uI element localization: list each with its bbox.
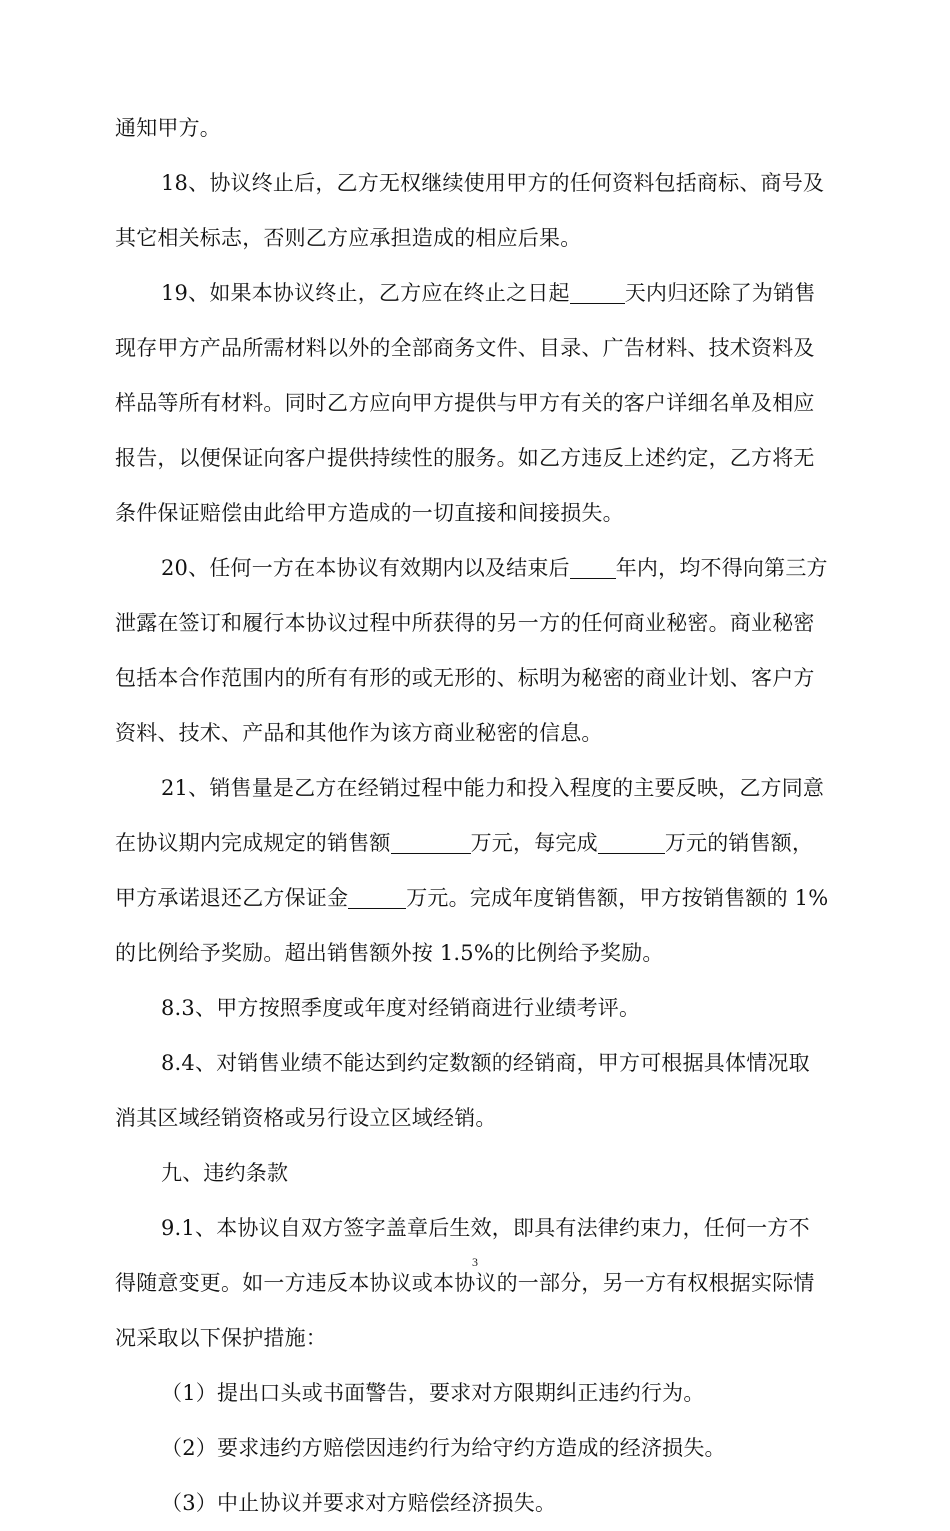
clause-20-line xyxy=(115,541,850,596)
clause-18-line: 18、协议终止后，乙方无权继续使用甲方的任何资料包括商标、商号及 xyxy=(161,171,825,195)
text-line: 得随意变更。如一方违反本协议或本协议的一部分，另一方有权根据实际情 xyxy=(115,1271,815,1295)
text-line xyxy=(115,816,850,871)
clause-19-line xyxy=(115,266,850,321)
body-text xyxy=(115,101,850,1531)
list-item: （2）要求违约方赔偿因违约行为给守约方造成的经济损失。 xyxy=(161,1436,726,1460)
list-item: （1）提出口头或书面警告，要求对方限期纠正违约行为。 xyxy=(161,1381,705,1405)
text-segment: 天内归还除了为销售 xyxy=(624,281,816,305)
fill-in-blank[interactable] xyxy=(598,829,665,854)
text-line: 消其区域经销资格或另行设立区域经销。 xyxy=(115,1106,497,1130)
clause-21-line: 21、销售量是乙方在经销过程中能力和投入程度的主要反映，乙方同意 xyxy=(161,776,825,800)
text-line: 条件保证赔偿由此给甲方造成的一切直接和间接损失。 xyxy=(115,501,624,525)
text-line: 包括本合作范围内的所有有形的或无形的、标明为秘密的商业计划、客户方 xyxy=(115,666,815,690)
text-segment: 在协议期内完成规定的销售额 xyxy=(115,831,391,855)
list-item: （3）中止协议并要求对方赔偿经济损失。 xyxy=(161,1491,557,1515)
text-segment: 甲方承诺退还乙方保证金 xyxy=(115,886,349,910)
text-line: 通知甲方。 xyxy=(115,116,221,140)
text-segment: 万元，每完成 xyxy=(470,831,598,855)
text-line: 样品等所有材料。同时乙方应向甲方提供与甲方有关的客户详细名单及相应 xyxy=(115,391,815,415)
text-line: 现存甲方产品所需材料以外的全部商务文件、目录、广告材料、技术资料及 xyxy=(115,336,815,360)
text-line: 资料、技术、产品和其他作为该方商业秘密的信息。 xyxy=(115,721,603,745)
text-segment: 万元的销售额， xyxy=(664,831,814,855)
text-segment: 19、如果本协议终止，乙方应在终止之日起 xyxy=(161,281,570,305)
text-segment: 20、任何一方在本协议有效期内以及结束后 xyxy=(161,556,570,580)
text-line: 报告，以便保证向客户提供持续性的服务。如乙方违反上述约定，乙方将无 xyxy=(115,446,815,470)
text-line xyxy=(115,871,850,926)
clause-8-4-line: 8.4、对销售业绩不能达到约定数额的经销商，甲方可根据具体情况取 xyxy=(161,1051,810,1075)
text-segment: 万元。完成年度销售额，甲方按销售额的 1% xyxy=(406,886,829,910)
clause-9-1-line: 9.1、本协议自双方签字盖章后生效，即具有法律约束力，任何一方不 xyxy=(161,1216,810,1240)
fill-in-blank[interactable] xyxy=(348,884,406,909)
text-line: 况采取以下保护措施： xyxy=(115,1326,327,1350)
text-line: 泄露在签订和履行本协议过程中所获得的另一方的任何商业秘密。商业秘密 xyxy=(115,611,815,635)
fill-in-blank[interactable] xyxy=(570,554,616,579)
fill-in-blank[interactable] xyxy=(391,829,471,854)
text-line: 的比例给予奖励。超出销售额外按 1.5%的比例给予奖励。 xyxy=(115,941,664,965)
text-segment: 年内，均不得向第三方 xyxy=(615,556,828,580)
fill-in-blank[interactable] xyxy=(570,279,625,304)
clause-8-3-line: 8.3、甲方按照季度或年度对经销商进行业绩考评。 xyxy=(161,996,641,1020)
text-line: 其它相关标志，否则乙方应承担造成的相应后果。 xyxy=(115,226,582,250)
section-heading: 九、违约条款 xyxy=(161,1161,289,1185)
page-number: 3 xyxy=(472,1255,478,1269)
